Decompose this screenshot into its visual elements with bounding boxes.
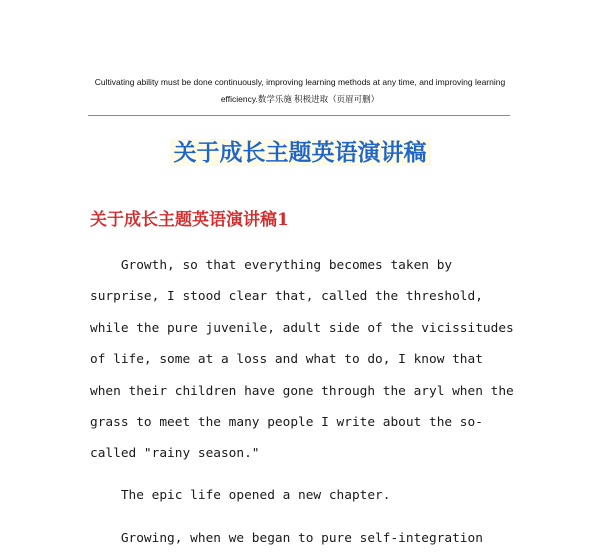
paragraph-line: called "rainy season." (90, 446, 260, 462)
paragraph-line: when their children have gone through the aryl when the (90, 383, 514, 399)
paragraph-line: grass to meet the many people I write about the so- (90, 415, 483, 431)
header-divider (88, 115, 510, 116)
header-line-1: Cultivating ability must be done continuously, improving learning methods at any time, and improving learning (94, 77, 506, 87)
document-title-text: 关于成长主题英语演讲稿 (170, 139, 431, 166)
body-paragraph-3 (90, 523, 520, 554)
page-header (80, 74, 520, 108)
paragraph-line: Growing, when we began to pure self-integration (90, 531, 483, 546)
body-paragraph-2 (90, 480, 520, 511)
paragraph-line: The epic life opened a new chapter. (90, 488, 391, 503)
header-line-2: efficiency.数学乐施 积极进取（页眉可删） (220, 94, 380, 104)
paragraph-line: of life, some at a loss and what to do, I know that (90, 352, 483, 368)
document-title (0, 134, 600, 172)
paragraph-line: Growth, so that everything becomes taken by (90, 258, 453, 273)
paragraph-line: while the pure juvenile, adult side of the vicissitudes (90, 320, 514, 336)
paragraph-line: surprise, I stood clear that, called the threshold, (90, 289, 483, 305)
body-paragraph-1 (90, 250, 520, 470)
section-heading: 关于成长主题英语演讲稿1 (90, 210, 289, 230)
